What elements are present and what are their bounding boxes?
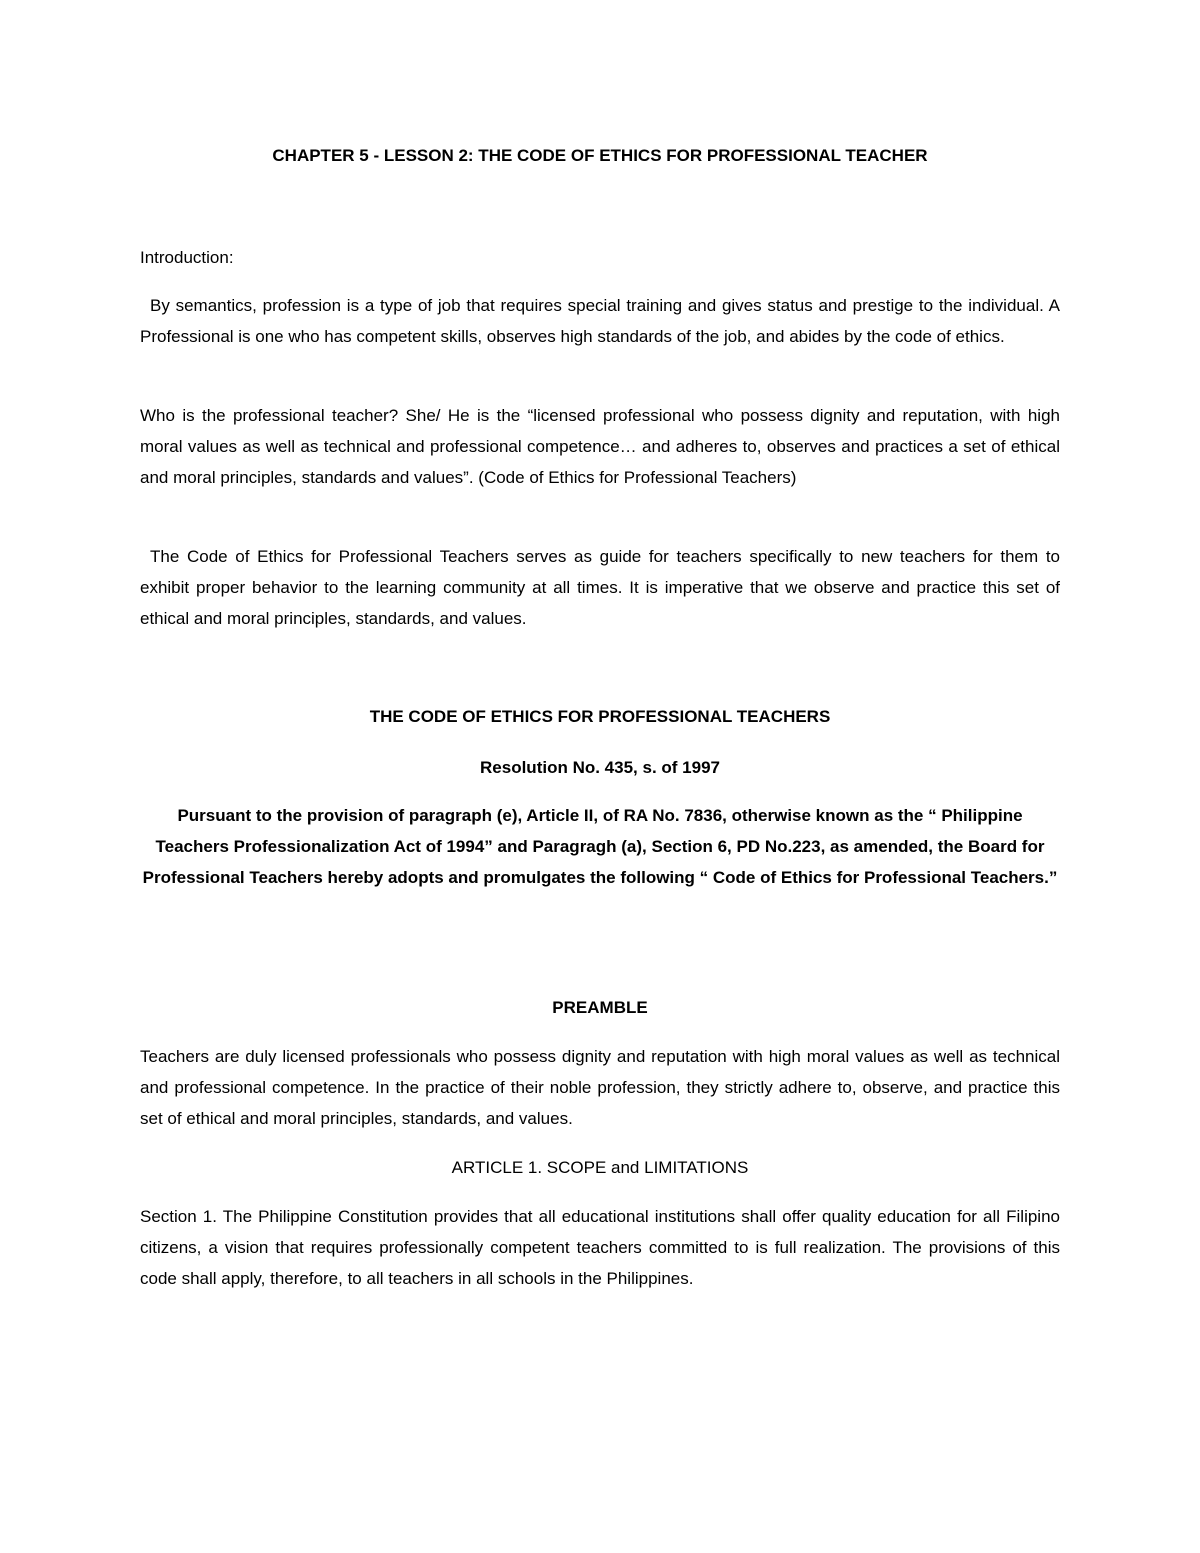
pursuant-paragraph: Pursuant to the provision of paragraph (e), Article II, of RA No. 7836, otherwise known as the “ Philippine Teachers Professionalization Act of 1994” and Paragragh (a), Section 6, PD No.223, as amended, the Board for Professional Teachers hereby adopts and promulgates the following “ Code of Ethics for Professional Teachers.” <box>142 806 1058 887</box>
intro-paragraph-3: The Code of Ethics for Professional Teachers serves as guide for teachers specifically to new teachers for them to exhibit proper behavior to the learning community at all times. It is imperative that we observe and practice this set of ethical and moral principles, standards, and values. <box>140 547 1060 628</box>
code-heading: THE CODE OF ETHICS FOR PROFESSIONAL TEACHERS <box>369 707 831 726</box>
resolution-heading: Resolution No. 435, s. of 1997 <box>480 758 720 777</box>
article-1-heading: ARTICLE 1. SCOPE and LIMITATIONS <box>451 1158 749 1177</box>
introduction-label: Introduction: <box>140 248 234 267</box>
preamble-heading: PREAMBLE <box>552 998 648 1017</box>
preamble-text: Teachers are duly licensed professionals who possess dignity and reputation with high moral values as well as technical and professional competence. In the practice of their noble profession, they strictly adhere to, observe, and practice this set of ethical and moral principles, standards, and values. <box>140 1047 1060 1128</box>
intro-paragraph-1: By semantics, profession is a type of job that requires special training and gives status and prestige to the individual. A Professional is one who has competent skills, observes high standards of the job, and abides by the code of ethics. <box>140 296 1060 346</box>
intro-paragraph-2: Who is the professional teacher? She/ He is the “licensed professional who possess dignity and reputation, with high moral values as well as technical and professional competence… and adheres to, observes and practices a set of ethical and moral principles, standards and values”. (Code of Ethics for Professional Teachers) <box>140 406 1060 487</box>
document-title: CHAPTER 5 - LESSON 2: THE CODE OF ETHICS FOR PROFESSIONAL TEACHER <box>272 146 928 165</box>
section-1-text: Section 1. The Philippine Constitution provides that all educational institutions shall offer quality education for all Filipino citizens, a vision that requires professionally competent teachers committed to is full realization. The provisions of this code shall apply, therefore, to all teachers in all schools in the Philippines. <box>140 1207 1060 1288</box>
